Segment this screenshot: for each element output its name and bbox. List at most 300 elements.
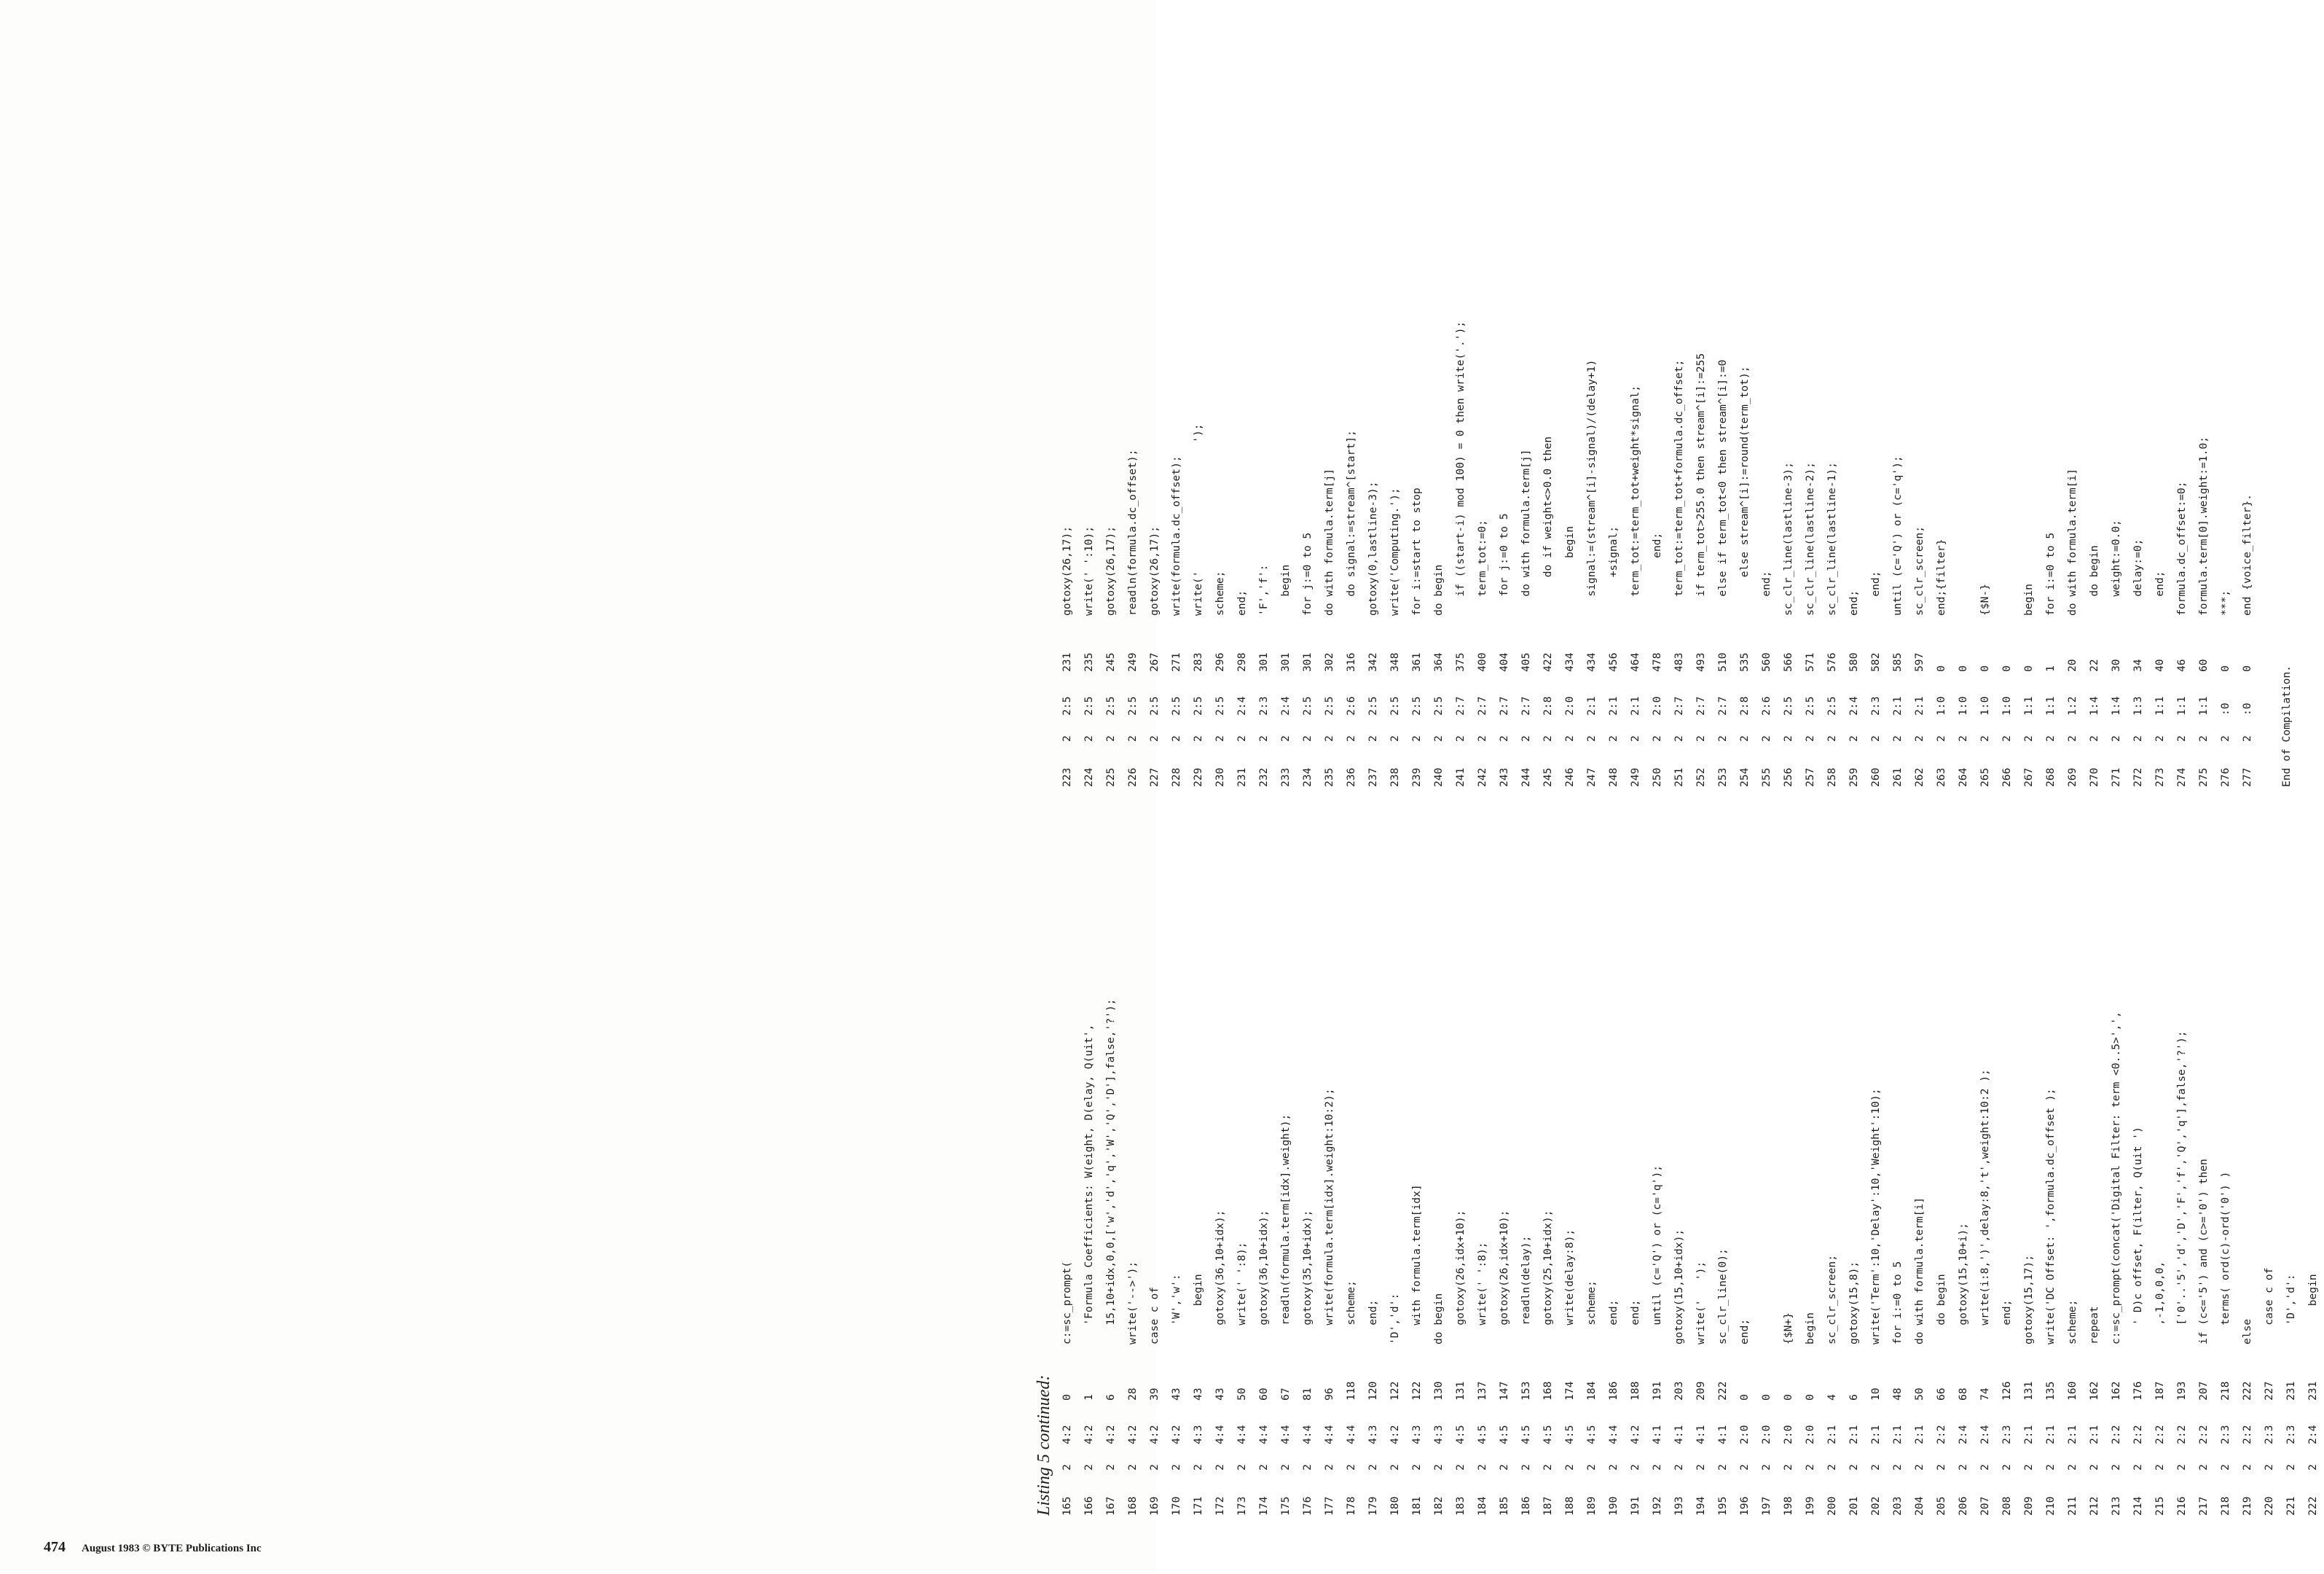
offset-value: 231 (2307, 1381, 2319, 1401)
listing-line (1625, 787, 1646, 1516)
source-code: term_tot:=0; (1476, 520, 1488, 616)
level-value: 2 (2066, 1464, 2078, 1471)
source-code: repeat (2088, 1306, 2100, 1344)
offset-value: 361 (1410, 652, 1423, 672)
level-value: 2 (1585, 735, 1598, 742)
nesting-value: 4:1 (1651, 1425, 1663, 1444)
nesting-value: 4:4 (1323, 1425, 1335, 1444)
offset-value: 67 (1279, 1387, 1292, 1401)
level-value: 2 (2132, 1464, 2144, 1471)
offset-value: 422 (1542, 652, 1554, 672)
source-code: do with formula.term[i] (1913, 1197, 1925, 1344)
line-number: 183 (1454, 1496, 1467, 1516)
source-code: write('Term':10,'Delay':10,'Weight':10); (1869, 1088, 1882, 1344)
offset-value: 22 (2088, 659, 2100, 672)
level-value: 2 (2154, 1464, 2166, 1471)
listing-line (1450, 787, 1472, 1516)
nesting-value: 2:3 (2285, 1425, 2297, 1444)
offset-value: 464 (1629, 652, 1641, 672)
source-code: gotoxy(36,10+idx); (1214, 1210, 1226, 1344)
source-code: begin (2307, 1274, 2319, 1344)
offset-value: 0 (1804, 1394, 1816, 1401)
source-code: 'D','d': (1389, 1293, 1401, 1344)
source-code: do begin (2088, 545, 2100, 616)
level-value: 2 (1673, 735, 1685, 742)
source-code: ' D)c offset, F(ilter, Q(uit ') (2132, 1127, 2144, 1344)
level-value: 2 (1891, 1464, 1904, 1471)
listing-line (2127, 58, 2149, 787)
nesting-value: 2:1 (2022, 1425, 2035, 1444)
offset-value: 96 (1323, 1387, 1335, 1401)
listing-line (1319, 58, 1340, 787)
level-value: 2 (2175, 1464, 2188, 1471)
offset-value: 267 (1148, 652, 1161, 672)
nesting-value: 2:7 (1498, 696, 1510, 716)
level-value: 2 (1126, 735, 1139, 742)
source-code: case c of (1148, 1286, 1161, 1344)
offset-value: 30 (2110, 659, 2122, 672)
source-code: gotoxy(35,10+idx); (1301, 1210, 1314, 1344)
offset-value: 560 (1760, 652, 1773, 672)
listing-line (1646, 58, 1668, 787)
offset-value: 174 (1563, 1381, 1576, 1401)
offset-value: 0 (1935, 665, 1947, 672)
offset-value: 249 (1126, 652, 1139, 672)
nesting-value: 2:4 (1279, 696, 1292, 716)
rotated-listing (1035, 36, 2319, 1516)
level-value: 2 (1410, 1464, 1423, 1471)
offset-value: 203 (1673, 1381, 1685, 1401)
offset-value: 571 (1804, 652, 1816, 672)
nesting-value: 4:2 (1083, 1425, 1095, 1444)
source-code: for i:=start to stop (1410, 488, 1423, 616)
source-code: end; (2001, 1299, 2013, 1344)
offset-value: 456 (1607, 652, 1620, 672)
listing-line (1887, 58, 1909, 787)
source-code: do with formula.term[j] (1520, 449, 1532, 616)
source-code: begin (2022, 584, 2035, 616)
level-value: 2 (2001, 735, 2013, 742)
source-code: until (c='Q') or (c='q'); (1651, 1164, 1663, 1344)
listing-line (1209, 58, 1231, 787)
level-value: 2 (1367, 1464, 1379, 1471)
line-number: 251 (1673, 767, 1685, 787)
line-number: 186 (1520, 1496, 1532, 1516)
nesting-value: 2:0 (1782, 1425, 1794, 1444)
level-value: 2 (1236, 735, 1248, 742)
offset-value: 405 (1520, 652, 1532, 672)
listing-line (1340, 787, 1362, 1516)
nesting-value: 4:5 (1476, 1425, 1488, 1444)
listing-line (2215, 58, 2237, 787)
listing-line (1734, 787, 1756, 1516)
nesting-value: 4:4 (1214, 1425, 1226, 1444)
line-number: 194 (1695, 1496, 1707, 1516)
source-code: else stream^[i]:=round(term_tot); (1738, 366, 1751, 616)
level-value: 2 (1607, 735, 1620, 742)
listing-line (1734, 58, 1756, 787)
level-value: 2 (2044, 735, 2057, 742)
nesting-value: 4:1 (1695, 1425, 1707, 1444)
line-number: 254 (1738, 767, 1751, 787)
listing-line (1253, 787, 1275, 1516)
source-code: gotoxy(36,10+idx); (1257, 1210, 1270, 1344)
source-code: end; (1869, 571, 1882, 616)
nesting-value: 2:8 (1542, 696, 1554, 716)
source-code: end; (1367, 1299, 1379, 1344)
line-number: 200 (1826, 1496, 1838, 1516)
nesting-value: 4:4 (1257, 1425, 1270, 1444)
line-number: 203 (1891, 1496, 1904, 1516)
source-code: do begin (1432, 564, 1445, 616)
line-number: 266 (2001, 767, 2013, 787)
nesting-value: 2:5 (1826, 696, 1838, 716)
source-code: scheme; (1214, 571, 1226, 616)
offset-value: 404 (1498, 652, 1510, 672)
listing-line (1537, 58, 1559, 787)
line-number: 188 (1563, 1496, 1576, 1516)
listing-line (1297, 58, 1319, 787)
line-number: 197 (1760, 1496, 1773, 1516)
line-number: 190 (1607, 1496, 1620, 1516)
source-code: write(' '); (1695, 1261, 1707, 1344)
source-code: write('-->'); (1126, 1261, 1139, 1344)
nesting-value: 2:5 (1214, 696, 1226, 716)
level-value: 2 (1826, 1464, 1838, 1471)
page-number: 474 (44, 1539, 66, 1555)
listing-line (1909, 58, 1931, 787)
nesting-value: 2:4 (2307, 1425, 2319, 1444)
source-code: {$N-} (1979, 584, 1991, 616)
line-number: 199 (1804, 1496, 1816, 1516)
offset-value: 130 (1432, 1381, 1445, 1401)
listing-line (1275, 58, 1297, 787)
source-code: begin (1192, 1274, 1204, 1344)
nesting-value: 4:2 (1170, 1425, 1182, 1444)
nesting-value: 2:1 (2088, 1425, 2100, 1444)
source-code: sc_clr_line(lastline-1); (1826, 462, 1838, 616)
line-number: 226 (1126, 767, 1139, 787)
source-code: do if weight<>0.0 then (1542, 436, 1554, 616)
level-value: 2 (2022, 1464, 2035, 1471)
line-number: 178 (1345, 1496, 1357, 1516)
line-number: 250 (1651, 767, 1663, 787)
line-number: 182 (1432, 1496, 1445, 1516)
nesting-value: 2:1 (1826, 1425, 1838, 1444)
nesting-value: 2:1 (1913, 1425, 1925, 1444)
source-code: readln(formula.dc_offset); (1126, 449, 1139, 616)
level-value: 2 (1083, 735, 1095, 742)
listing-line (2084, 787, 2105, 1516)
line-number: 198 (1782, 1496, 1794, 1516)
line-number: 187 (1542, 1496, 1554, 1516)
source-code: do begin (1432, 1293, 1445, 1344)
listing-line (1603, 58, 1625, 787)
listing-line (1931, 58, 1952, 787)
source-code: gotoxy(26,idx+10); (1498, 1210, 1510, 1344)
line-number: 247 (1585, 767, 1598, 787)
line-number: 201 (1848, 1496, 1860, 1516)
offset-value: 0 (1760, 1394, 1773, 1401)
nesting-value: 4:2 (1148, 1425, 1161, 1444)
level-value: 2 (2001, 1464, 2013, 1471)
offset-value: 348 (1389, 652, 1401, 672)
offset-value: 375 (1454, 652, 1467, 672)
source-code: do with formula.term[j] (1323, 468, 1335, 616)
line-number: 189 (1585, 1496, 1598, 1516)
listing-line (1799, 787, 1821, 1516)
offset-value: 120 (1367, 1381, 1379, 1401)
source-code: ['0'..'5','d','D','F','f','Q','q'],false,'?'); (2175, 1030, 2188, 1344)
level-value: 2 (1170, 1464, 1182, 1471)
source-code: write('Computing.'); (1389, 488, 1401, 616)
level-value: 2 (2066, 735, 2078, 742)
offset-value: 126 (2001, 1381, 2013, 1401)
offset-value: 184 (1585, 1381, 1598, 1401)
line-number: 176 (1301, 1496, 1314, 1516)
source-code: end; (1607, 1299, 1620, 1344)
nesting-value: 2:0 (1651, 696, 1663, 716)
line-number: 168 (1126, 1496, 1139, 1516)
offset-value: 168 (1542, 1381, 1554, 1401)
line-number: 181 (1410, 1496, 1423, 1516)
line-number: 165 (1061, 1496, 1073, 1516)
nesting-value: 2:1 (1891, 696, 1904, 716)
line-number: 215 (2154, 1496, 2166, 1516)
offset-value: 582 (1869, 652, 1882, 672)
level-value: 2 (1104, 1464, 1117, 1471)
listing-line (1559, 58, 1581, 787)
offset-value: 160 (2066, 1381, 2078, 1401)
nesting-value: 2:1 (1585, 696, 1598, 716)
listing-line (1952, 58, 1974, 787)
level-value: 2 (1257, 1464, 1270, 1471)
line-number: 242 (1476, 767, 1488, 787)
nesting-value: 2:1 (1913, 696, 1925, 716)
source-code: for j:=0 to 5 (1498, 513, 1510, 616)
source-code: end; (1236, 590, 1248, 616)
offset-value: 478 (1651, 652, 1663, 672)
nesting-value: 2:1 (1891, 1425, 1904, 1444)
level-value: 2 (1651, 1464, 1663, 1471)
source-code: ,-1,0,0,0, (2154, 1261, 2166, 1344)
line-number: 239 (1410, 767, 1423, 787)
offset-value: 235 (1083, 652, 1095, 672)
source-code: gotoxy(15,17); (2022, 1254, 2035, 1344)
level-value: 2 (1673, 1464, 1685, 1471)
line-number: 237 (1367, 767, 1379, 787)
level-value: 2 (1126, 1464, 1139, 1471)
level-value: 2 (2088, 1464, 2100, 1471)
nesting-value: 2:5 (1192, 696, 1204, 716)
nesting-value: 1:0 (1957, 696, 1969, 716)
level-value: 2 (1279, 735, 1292, 742)
line-number: 256 (1782, 767, 1794, 787)
level-value: 2 (1367, 735, 1379, 742)
nesting-value: :0 (2241, 702, 2253, 716)
offset-value: 6 (1848, 1394, 1860, 1401)
level-value: 2 (1520, 735, 1532, 742)
nesting-value: 2:5 (1104, 696, 1117, 716)
nesting-value: 2:5 (1301, 696, 1314, 716)
level-value: 2 (1979, 735, 1991, 742)
source-code: {$N+} (1782, 1312, 1794, 1344)
listing-line (2040, 58, 2062, 787)
listing-line (1472, 58, 1493, 787)
level-value: 2 (2088, 735, 2100, 742)
level-value: 2 (1782, 735, 1794, 742)
offset-value: 0 (1979, 665, 1991, 672)
nesting-value: 1:2 (2066, 696, 2078, 716)
level-value: 2 (1935, 1464, 1947, 1471)
level-value: 2 (1869, 1464, 1882, 1471)
nesting-value: 2:7 (1673, 696, 1685, 716)
line-number: 255 (1760, 767, 1773, 787)
listing-line (2237, 787, 2258, 1516)
listing-line (2084, 58, 2105, 787)
offset-value: 50 (1913, 1387, 1925, 1401)
level-value: 2 (1935, 735, 1947, 742)
nesting-value: 2:1 (1869, 1425, 1882, 1444)
offset-value: 162 (2088, 1381, 2100, 1401)
listing-line (1799, 58, 1821, 787)
listing-line (1581, 787, 1603, 1516)
listing-line (1537, 787, 1559, 1516)
offset-value: 207 (2197, 1381, 2210, 1401)
level-value: 2 (1454, 735, 1467, 742)
listing-line (2149, 58, 2171, 787)
source-code: else (2241, 1318, 2253, 1344)
listing-line (2040, 787, 2062, 1516)
line-number: 238 (1389, 767, 1401, 787)
line-number: 205 (1935, 1496, 1947, 1516)
offset-value: 0 (1061, 1394, 1073, 1401)
listing-line (2193, 58, 2215, 787)
listing-line (2105, 58, 2127, 787)
offset-value: 131 (2022, 1381, 2035, 1401)
level-value: 2 (1760, 735, 1773, 742)
line-number: 274 (2175, 767, 2188, 787)
source-code: sc_clr_line(lastline-3); (1782, 462, 1794, 616)
nesting-value: 1:1 (2022, 696, 2035, 716)
source-code: sc_clr_line(0); (1716, 1248, 1729, 1344)
listing-line (2258, 787, 2280, 1516)
line-number: 246 (1563, 767, 1576, 787)
line-number: 249 (1629, 767, 1641, 787)
offset-value: 493 (1695, 652, 1707, 672)
nesting-value: 2:7 (1520, 696, 1532, 716)
source-code: gotoxy(26,17); (1061, 525, 1073, 616)
offset-value: 188 (1629, 1381, 1641, 1401)
line-number: 202 (1869, 1496, 1882, 1516)
nesting-value: 4:3 (1367, 1425, 1379, 1444)
line-number: 232 (1257, 767, 1270, 787)
source-code: case c of (2263, 1267, 2275, 1344)
source-code: scheme; (1585, 1280, 1598, 1344)
offset-value: 162 (2110, 1381, 2122, 1401)
level-value: 2 (1432, 735, 1445, 742)
offset-value: 50 (1236, 1387, 1248, 1401)
nesting-value: 2:5 (1170, 696, 1182, 716)
source-code: 15,10+idx,0,0,['w','d','q','W','Q','D'],false,'?'); (1104, 998, 1117, 1344)
level-value: 2 (1848, 1464, 1860, 1471)
source-code: 'W','w': (1170, 1274, 1182, 1344)
nesting-value: 2:3 (1869, 696, 1882, 716)
level-value: 2 (1520, 1464, 1532, 1471)
listing-line (1056, 787, 1078, 1516)
listing-line (1603, 787, 1625, 1516)
footer-credit: August 1983 © BYTE Publications Inc (82, 1543, 262, 1554)
listing-line (1187, 58, 1209, 787)
offset-value: 245 (1104, 652, 1117, 672)
level-value: 2 (2110, 1464, 2122, 1471)
nesting-value: 1:0 (2001, 696, 2013, 716)
offset-value: 20 (2066, 659, 2078, 672)
nesting-value: 2:4 (1236, 696, 1248, 716)
offset-value: 68 (1957, 1387, 1969, 1401)
level-value: 2 (2219, 1464, 2231, 1471)
line-number: 212 (2088, 1496, 2100, 1516)
nesting-value: 4:2 (1126, 1425, 1139, 1444)
source-code: if term_tot>255.0 then stream^[i]:=255 (1695, 353, 1707, 616)
page-footer (44, 1539, 262, 1556)
level-value: 2 (1826, 735, 1838, 742)
listing-line (1231, 787, 1253, 1516)
line-number: 213 (2110, 1496, 2122, 1516)
listing-line (1646, 787, 1668, 1516)
listing-line (2127, 787, 2149, 1516)
offset-value: 191 (1651, 1381, 1663, 1401)
level-value: 2 (1061, 1464, 1073, 1471)
level-value: 2 (2241, 735, 2253, 742)
nesting-value: 2:5 (1782, 696, 1794, 716)
nesting-value: 2:0 (1738, 1425, 1751, 1444)
line-number: 219 (2241, 1496, 2253, 1516)
offset-value: 301 (1301, 652, 1314, 672)
source-code: with formula.term[idx] (1410, 1184, 1423, 1344)
line-number: 204 (1913, 1496, 1925, 1516)
listing-column-left (1056, 787, 2324, 1516)
source-code: begin (1279, 564, 1292, 616)
line-number: 210 (2044, 1496, 2057, 1516)
offset-value: 39 (1148, 1387, 1161, 1401)
line-number: 252 (1695, 767, 1707, 787)
offset-value: 316 (1345, 652, 1357, 672)
level-value: 2 (1607, 1464, 1620, 1471)
nesting-value: 4:5 (1585, 1425, 1598, 1444)
level-value: 2 (2110, 735, 2122, 742)
source-code: sc_clr_screen; (1913, 525, 1925, 616)
listing-line (1821, 58, 1843, 787)
level-value: 2 (1214, 1464, 1226, 1471)
level-value: 2 (1389, 735, 1401, 742)
line-number: 277 (2241, 767, 2253, 787)
offset-value: 0 (2022, 665, 2035, 672)
line-number: 167 (1104, 1496, 1117, 1516)
line-number: 270 (2088, 767, 2100, 787)
offset-value: 535 (1738, 652, 1751, 672)
level-value: 2 (1738, 1464, 1751, 1471)
line-number: 209 (2022, 1496, 2035, 1516)
level-value: 2 (1651, 735, 1663, 742)
listing-line (1756, 58, 1778, 787)
offset-value: 1 (1083, 1394, 1095, 1401)
line-number: 236 (1345, 767, 1357, 787)
offset-value: 483 (1673, 652, 1685, 672)
listing-line (2193, 787, 2215, 1516)
source-code: else if term_tot<0 then stream^[i]:=0 (1716, 359, 1729, 616)
offset-value: 46 (2175, 659, 2188, 672)
